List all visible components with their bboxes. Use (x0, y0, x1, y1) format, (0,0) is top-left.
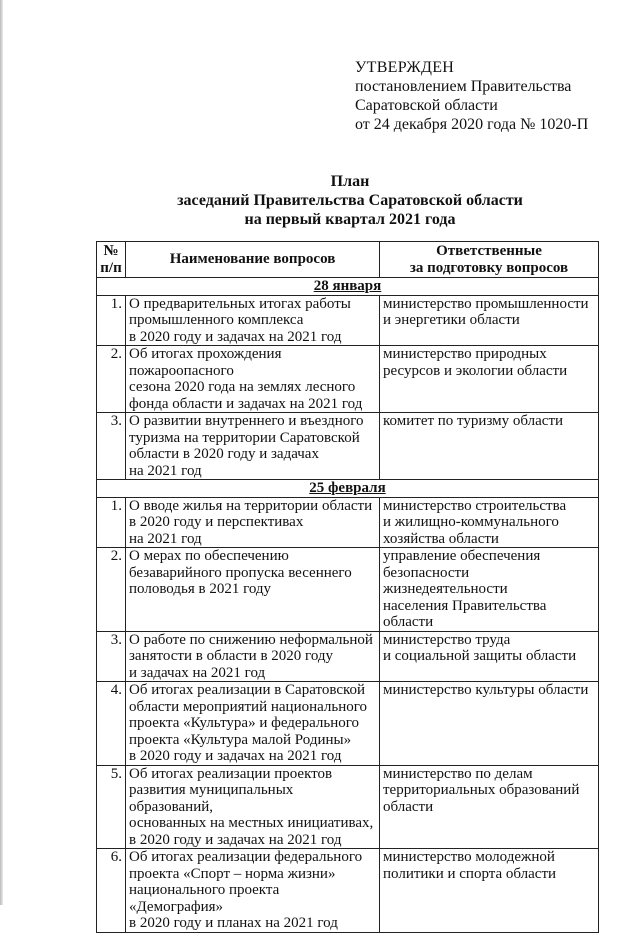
row-number: 3. (97, 413, 126, 480)
table-row (97, 295, 599, 346)
table-row (97, 849, 599, 933)
table-row (97, 497, 599, 548)
plan-table (96, 241, 599, 933)
table-row (97, 631, 599, 682)
table-row (97, 548, 599, 632)
row-number: 3. (97, 631, 126, 682)
approval-heading: УТВЕРЖДЕН (355, 59, 455, 76)
plan-title (0, 172, 640, 229)
row-question: Об итогах реализации в Саратовской области мероприятий национального проекта «Культура» и федерального проекта «Культура малой Родины» в 2020 году и задачах на 2021 год (126, 682, 380, 766)
row-question: О предварительных итогах работы промышленного комплекса в 2020 году и задачах на 2021 год (126, 295, 380, 346)
row-number: 2. (97, 346, 126, 413)
row-question: О развитии внутреннего и въездного туризма на территории Саратовской области в 2020 году и задачах на 2021 год (126, 413, 380, 480)
row-responsible: министерство культуры области (380, 682, 599, 766)
header-name: Наименование вопросов (126, 242, 380, 278)
row-responsible: министерство строительства и жилищно-коммунального хозяйства области (380, 497, 599, 548)
row-question: Об итогах реализации проектов развития муниципальных образований, основанных на местных инициативах, в 2020 году и задачах на 2021 год (126, 765, 380, 849)
row-responsible: министерство природных ресурсов и экологии области (380, 346, 599, 413)
row-number: 6. (97, 849, 126, 933)
table-header-row (97, 242, 599, 278)
approval-line: Саратовской области (355, 97, 498, 114)
section-date-row (97, 278, 599, 296)
table-row (97, 413, 599, 480)
table-row (97, 346, 599, 413)
row-number: 1. (97, 497, 126, 548)
header-responsible: Ответственные за подготовку вопросов (380, 242, 599, 278)
row-question: О вводе жилья на территории области в 2020 году и перспективах на 2021 год (126, 497, 380, 548)
row-responsible: комитет по туризму области (380, 413, 599, 480)
section-date-row (97, 480, 599, 498)
row-question: О мерах по обеспечению безаварийного пропуска весеннего половодья в 2021 году (126, 548, 380, 632)
table-row (97, 682, 599, 766)
approval-date-number: от 24 декабря 2020 года № 1020-П (355, 116, 589, 133)
header-number: № п/п (97, 242, 126, 278)
plan-title-line: на первый квартал 2021 года (244, 211, 456, 228)
row-number: 1. (97, 295, 126, 346)
plan-title-line: План (330, 173, 370, 190)
row-question: Об итогах реализации федерального проекта «Спорт – норма жизни» национального проекта «Демография» в 2020 году и планах на 2021 год (126, 849, 380, 933)
row-question: О работе по снижению неформальной занятости в области в 2020 году и задачах на 2021 год (126, 631, 380, 682)
row-number: 5. (97, 765, 126, 849)
section-date: 25 февраля (97, 480, 599, 498)
row-question: Об итогах прохождения пожароопасного сезона 2020 года на землях лесного фонда области и задачах на 2021 год (126, 346, 380, 413)
row-number: 4. (97, 682, 126, 766)
scan-edge (0, 0, 3, 905)
row-responsible: министерство по делам территориальных образований области (380, 765, 599, 849)
row-responsible: управление обеспечения безопасности жизнедеятельности населения Правительства области (380, 548, 599, 632)
row-responsible: министерство промышленности и энергетики области (380, 295, 599, 346)
row-number: 2. (97, 548, 126, 632)
plan-title-line: заседаний Правительства Саратовской области (177, 192, 523, 209)
section-date: 28 января (97, 278, 599, 296)
row-responsible: министерство молодежной политики и спорта области (380, 849, 599, 933)
approval-block (355, 58, 588, 134)
row-responsible: министерство труда и социальной защиты области (380, 631, 599, 682)
approval-line: постановлением Правительства (355, 78, 572, 95)
table-row (97, 765, 599, 849)
